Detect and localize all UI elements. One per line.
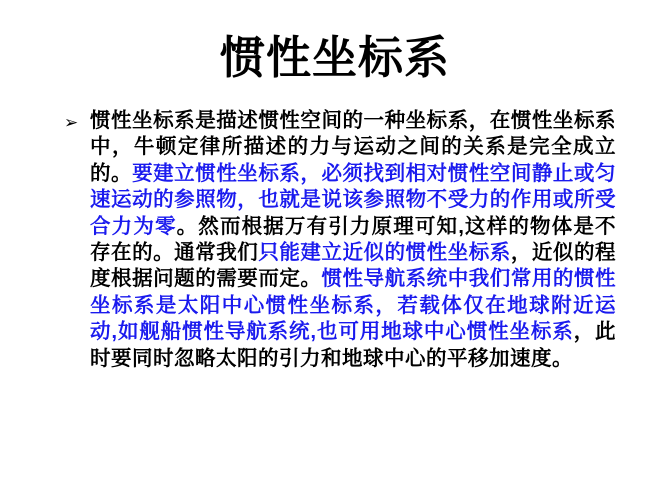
slide-body [64,108,616,372]
page-title: 惯性坐标系 [219,33,450,83]
highlighted-text-segment: 惯性导航系统中我们常用的惯性坐标系是太阳中心惯性坐标系，若载体仅在地球附近运动,如舰船惯性导航系统,也可用地球中心惯性坐标系 [90,267,617,344]
text-segment: ，此时要同时忽略太阳的引力和地球中心的平移加速度。 [90,320,617,370]
text-segment: 惯性坐标系是描述惯性空间的一种坐标系，在惯性坐标系中，牛顿定律所描述的力与运动之间的关系是完全成立的。 [90,109,616,185]
list-item [64,108,616,372]
arrow-bullet-icon: ➢ [64,113,79,133]
highlighted-text-segment: 要建立惯性坐标系，必须找到相对惯性空间静止或匀速运动的参照物，也就是说该参照物不受力的作用或所受合力为零 [90,161,617,238]
bullet-paragraph [90,108,616,372]
text-segment: ，近似的程度根据问题的需要而定。 [90,241,617,291]
highlighted-text-segment: 只能建立近似的惯性坐标系 [258,241,511,265]
text-segment: 。然而根据万有引力原理可知,这样的物体是不存在的。通常我们 [90,214,616,265]
